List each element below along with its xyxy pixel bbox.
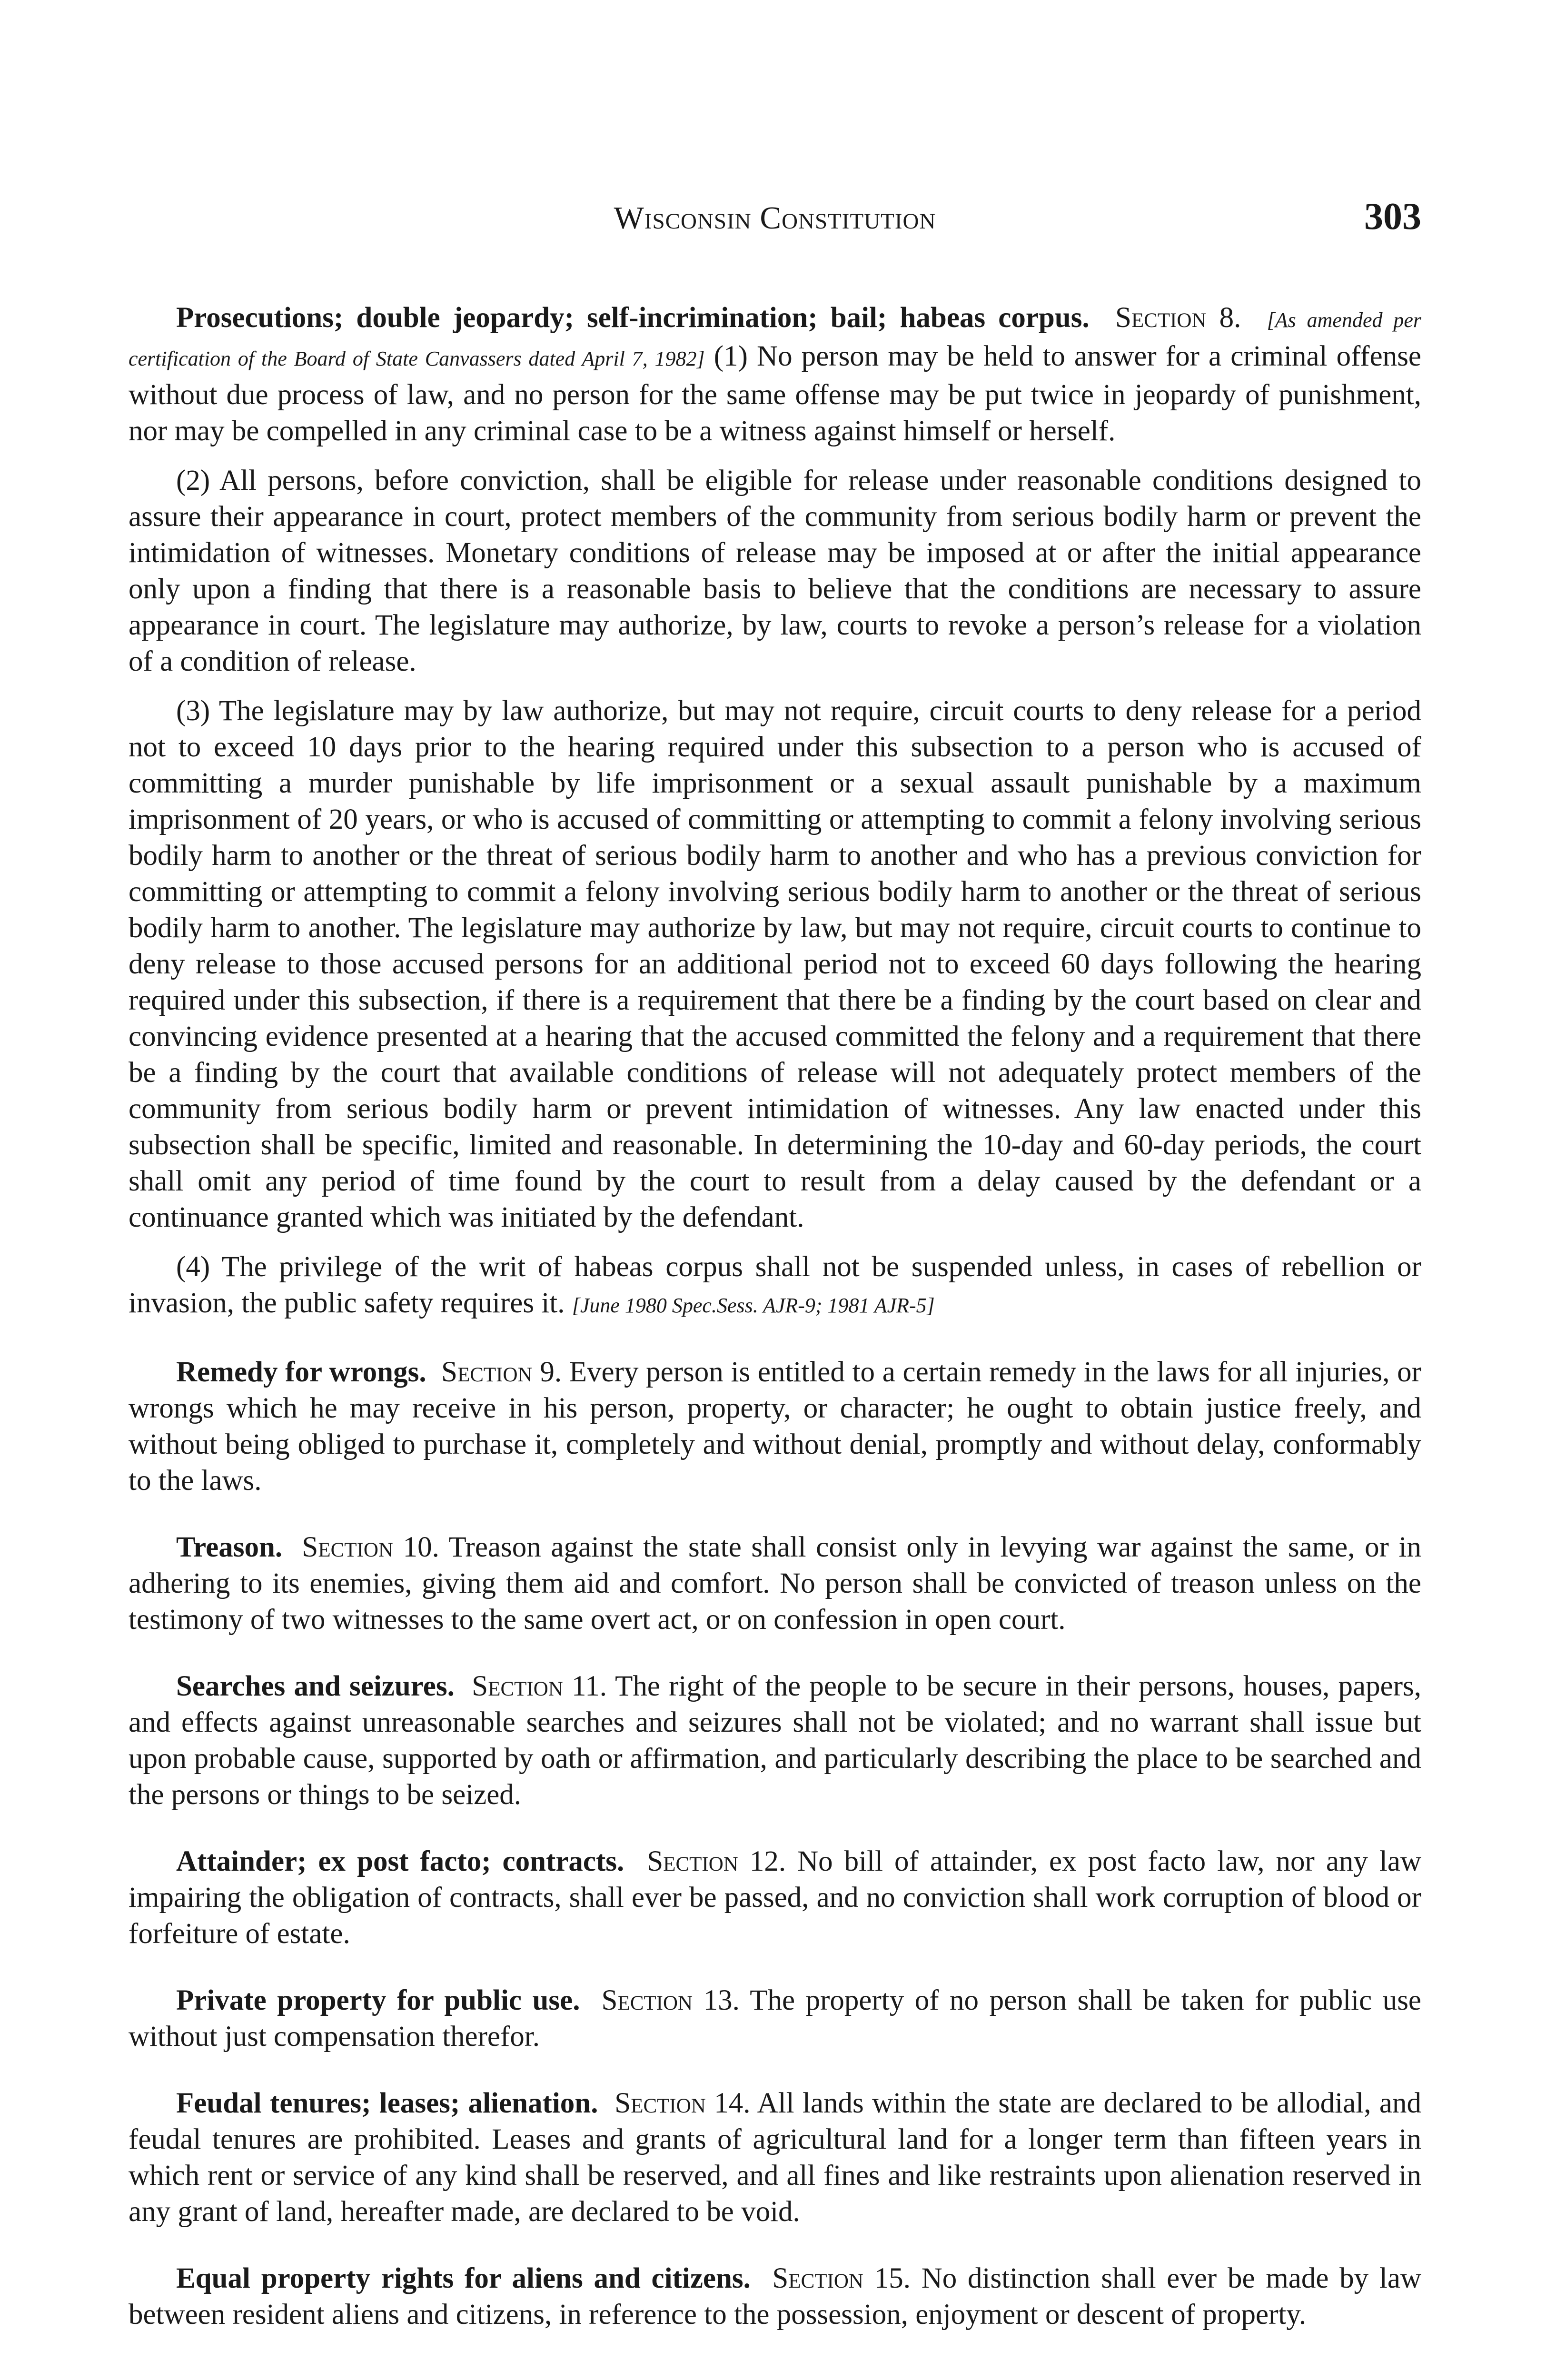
section-11-text: The right of the people to be secure in their persons, houses, papers, and effects against unreasonable searches and seizures shall not be violated; and no warrant shall issue but upon probable cause, supported by oath or affirmation, and particularly describing the place to be searched and the persons or things to be seized. [129, 1670, 1422, 1811]
section-10-heading: Treason. [176, 1531, 283, 1563]
section-14-text: All lands within the state are declared to be allodial, and feudal tenures are prohibited. Leases and grants of agricultural land for a longer term than fifteen years in which rent or service of any kind shall be reserved, and all fines and like restraints upon alienation reserved in any grant of land, hereafter made, are declared to be void. [129, 2087, 1421, 2228]
page-header [129, 195, 1421, 262]
section-14 [129, 2085, 1421, 2230]
section-15 [129, 2261, 1421, 2333]
section-9-heading: Remedy for wrongs. [176, 1356, 426, 1388]
section-12-text: No bill of attainder, ex post facto law, nor any law impairing the obligation of contracts, shall ever be passed, and no conviction shall work corruption of blood or forfeiture of estate. [129, 1845, 1421, 1950]
section-8-clause-2: (2) All persons, before conviction, shall be eligible for release under reasonable conditions designed to assure their appearance in court, protect members of the community from serious bodily harm or prevent the intimidation of witnesses. Monetary conditions of release may be imposed at or after the initial appearance only upon a finding that there is a reasonable basis to believe that the conditions are necessary to assure appearance in court. The legislature may authorize, by law, courts to revoke a person’s release for a violation of a condition of release. [129, 465, 1421, 677]
section-8-clause-3: (3) The legislature may by law authorize, but may not require, circuit courts to deny release for a period not to exceed 10 days prior to the hearing required under this subsection to a person who is accused of committing a murder punishable by life imprisonment or a sexual assault punishable by a maximum imprisonment of 20 years, or who is accused of committing or attempting to commit a felony involving serious bodily harm to another or the threat of serious bodily harm to another and who has a previous conviction for committing or attempting to commit a felony involving serious bodily harm to another or the threat of serious bodily harm to another. The legislature may authorize by law, but may not require, circuit courts to continue to deny release to those accused persons for an additional period not to exceed 60 days following the hearing required under this subsection, if there is a requirement that there be a finding by the court based on clear and convincing evidence presented at a hearing that the accused committed the felony and a requirement that there be a finding by the court that available conditions of release will not adequately protect members of the community from serious bodily harm or prevent intimidation of witnesses. Any law enacted under this subsection shall be specific, limited and reasonable. In determining the 10-day and 60-day periods, the court shall omit any period of time found by the court to result from a delay caused by the defendant or a continuance granted which was initiated by the defendant. [129, 695, 1421, 1233]
section-8-history-note: [June 1980 Spec.Sess. AJR-9; 1981 AJR-5] [572, 1294, 935, 1317]
section-10-text: Treason against the state shall consist only in levying war against the same, or in adhering to its enemies, giving them aid and comfort. No person shall be convicted of treason unless on the testimony of two witnesses to the same overt act, or on confession in open court. [129, 1531, 1421, 1636]
section-11-number: Section 11. [472, 1670, 607, 1702]
section-13-text: The property of no person shall be taken for public use without just compensation therefor. [129, 1984, 1422, 2053]
section-14-number: Section 14. [614, 2087, 751, 2119]
page-number: 303 [1364, 196, 1421, 238]
section-15-heading: Equal property rights for aliens and citizens. [176, 2262, 751, 2294]
section-8-amendment-note: [As amended per certification of the Board of State Canvassers dated April 7, 1982] [129, 308, 1421, 370]
section-12-number: Section 12. [647, 1845, 786, 1877]
section-11 [129, 1668, 1421, 1813]
section-14-heading: Feudal tenures; leases; alienation. [176, 2087, 598, 2119]
body-text [129, 300, 1421, 2333]
section-10-number: Section 10. [302, 1531, 439, 1563]
section-13-heading: Private property for public use. [176, 1984, 580, 2016]
section-8-number: Section 8. [1115, 302, 1241, 334]
section-9-number: Section 9. [441, 1356, 562, 1388]
section-9 [129, 1354, 1421, 1499]
section-12-heading: Attainder; ex post facto; contracts. [176, 1845, 624, 1877]
section-11-heading: Searches and seizures. [176, 1670, 455, 1702]
section-8-paragraph-1 [129, 300, 1421, 449]
section-13-number: Section 13. [601, 1984, 740, 2016]
section-8-clause-1: (1) No person may be held to answer for a criminal offense without due process of law, and no person for the same offense may be put twice in jeopardy of punishment, nor may be compelled in any criminal case to be a witness against himself or herself. [129, 340, 1422, 447]
running-title: Wisconsin Constitution [614, 200, 936, 236]
section-13 [129, 1983, 1421, 2055]
section-8-paragraph-4 [129, 1249, 1421, 1324]
section-9-text: Every person is entitled to a certain remedy in the laws for all injuries, or wrongs which he may receive in his person, property, or character; he ought to obtain justice freely, and without being obliged to purchase it, completely and without denial, promptly and without delay, conformably to the laws. [129, 1356, 1421, 1497]
section-12 [129, 1844, 1421, 1952]
section-15-text: No distinction shall ever be made by law between resident aliens and citizens, in reference to the possession, enjoyment or descent of property. [129, 2262, 1421, 2330]
section-8-clause-4: (4) The privilege of the writ of habeas corpus shall not be suspended unless, in cases of rebellion or invasion, the public safety requires it. [129, 1251, 1421, 1319]
section-15-number: Section 15. [772, 2262, 911, 2294]
section-10 [129, 1529, 1421, 1638]
section-8-heading: Prosecutions; double jeopardy; self-incrimination; bail; habeas corpus. [176, 302, 1090, 334]
